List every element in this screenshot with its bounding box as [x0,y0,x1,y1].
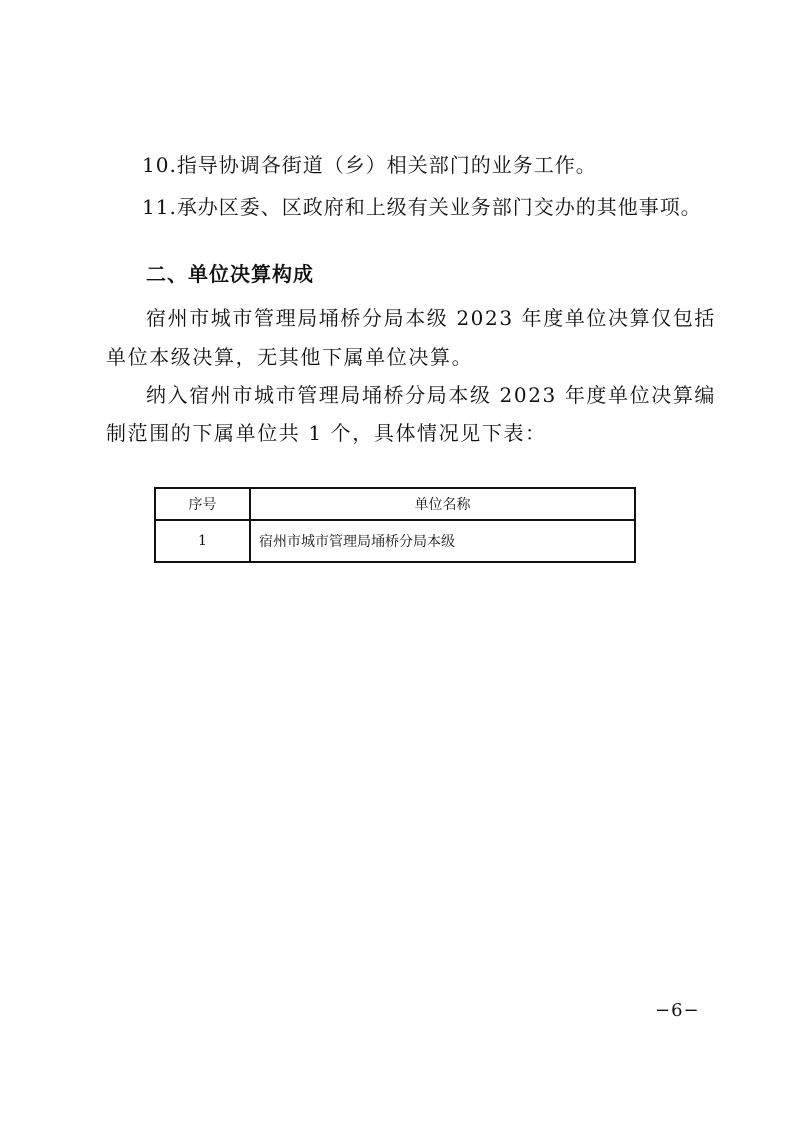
list-item-10 [142,153,597,177]
subordinate-units-table [154,487,636,563]
list-item-text: 指导协调各街道（乡）相关部门的业务工作。 [176,153,597,177]
paragraph-1-line-1: 宿州市城市管理局埇桥分局本级 2023 年度单位决算仅包括 [146,306,717,330]
section-heading: 二、单位决算构成 [146,262,314,286]
list-item-number: 11. [142,195,177,219]
list-item-11 [142,195,702,219]
paragraph-2-line-1: 纳入宿州市城市管理局埇桥分局本级 2023 年度单位决算编 [146,383,717,407]
list-item-number: 10. [142,153,177,177]
column-header-unit-name: 单位名称 [250,488,635,520]
table-row [155,520,635,562]
cell-unit-name: 宿州市城市管理局埇桥分局本级 [250,520,635,562]
column-header-index: 序号 [155,488,250,520]
page-number: −6− [655,1000,700,1021]
table-header-row [155,488,635,520]
cell-index: 1 [155,520,250,562]
paragraph-2-line-2: 制范围的下属单位共 1 个，具体情况见下表： [106,421,547,445]
paragraph-1-line-2: 单位本级决算，无其他下属单位决算。 [106,345,474,369]
list-item-text: 承办区委、区政府和上级有关业务部门交办的其他事项。 [176,195,702,219]
